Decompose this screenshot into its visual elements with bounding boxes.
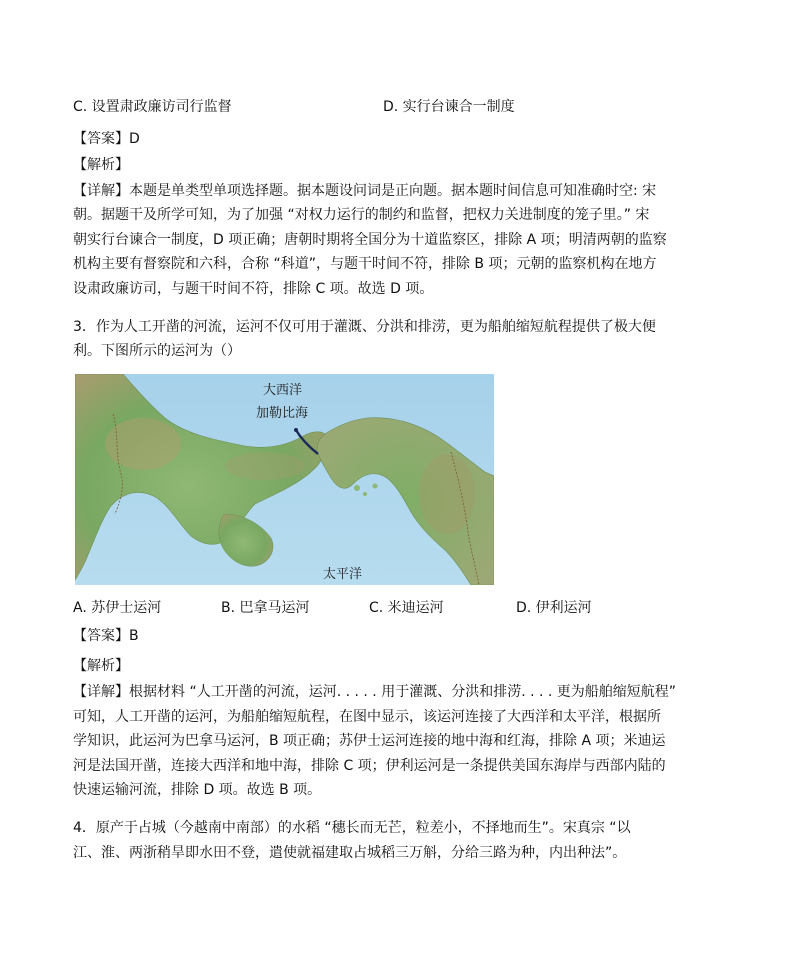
panama-canal-map [75, 374, 494, 585]
mountain-shade [225, 452, 305, 480]
detail-line: 快速运输河流，排除 D 项。故选 B 项。 [73, 782, 322, 799]
detail-line: 可知，人工开凿的运河，为船舶缩短航程，在图中显示，该运河连接了大西洋和太平洋，根据所 [73, 708, 661, 725]
detail-line: 河是法国开凿，连接大西洋和地中海，排除 C 项；伊利运河是一条提供美国东海岸与西部内陆的 [73, 757, 666, 774]
canal-endpoint [294, 428, 298, 432]
label-pacific: 太平洋 [323, 567, 363, 582]
analysis-label: 【解析】 [73, 157, 129, 173]
stem-line: 4．原产于占城（今越南中南部）的水稻 “穗长而无芒，粒差小，不择地而生”。宋真宗 “以 [73, 820, 631, 836]
label-caribbean: 加勒比海 [256, 406, 309, 421]
detail-line: 【详解】根据材料 “人工开凿的河流，运河. . . . . 用于灌溉、分洪和排涝. . . . 更为船舶缩短航程” [73, 684, 677, 700]
detail-line: 朝。据题干及所学可知，为了加强 “对权力运行的制约和监督，把权力关进制度的笼子里。” 宋 [73, 207, 650, 224]
option-c: C. 设置肃政廉访司行监督 [73, 99, 232, 115]
answer-label: 【答案】D [73, 131, 140, 147]
option-d: D. 实行台谏合一制度 [383, 99, 515, 115]
label-atlantic: 大西洋 [263, 383, 303, 398]
question-4-stem [73, 816, 725, 866]
option-d: D. 伊利运河 [516, 600, 592, 616]
mountain-shade [105, 418, 181, 470]
analysis-label: 【解析】 [73, 658, 129, 674]
option-a: A. 苏伊士运河 [73, 600, 162, 616]
detail-line: 学知识，此运河为巴拿马运河，B 项正确；苏伊士运河连接的地中海和红海，排除 A 项；米迪运 [73, 733, 666, 750]
island [373, 484, 378, 489]
detail-line: 【详解】本题是单类型单项选择题。据本题设问词是正向题。据本题时间信息可知准确时空: 宋 [73, 183, 657, 199]
detail-line: 朝实行台谏合一制度，D 项正确；唐朝时期将全国分为十道监察区，排除 A 项；明清两朝的监察 [73, 231, 667, 248]
answer-label: 【答案】B [73, 628, 139, 644]
island [363, 492, 367, 496]
option-b: B. 巴拿马运河 [221, 600, 310, 616]
detail-paragraph [73, 179, 725, 301]
stem-line: 3．作为人工开凿的河流，运河不仅可用于灌溉、分洪和排涝，更为船舶缩短航程提供了极大便 [73, 319, 656, 335]
stem-line: 利。下图所示的运河为（） [73, 343, 241, 360]
detail-line: 机构主要有督察院和六科，合称 “科道”，与题干时间不符，排除 B 项；元朝的监察机构在地方 [73, 256, 657, 273]
stem-line: 江、淮、两浙稍旱即水田不登，遣使就福建取占城稻三万斛，分给三路为种，内出种法”。 [73, 845, 627, 861]
island [354, 485, 360, 491]
question-3-stem [73, 315, 725, 364]
option-c: C. 米迪运河 [369, 600, 444, 616]
detail-line: 设肃政廉访司，与题干时间不符，排除 C 项。故选 D 项。 [73, 280, 434, 297]
detail-paragraph [73, 680, 725, 803]
